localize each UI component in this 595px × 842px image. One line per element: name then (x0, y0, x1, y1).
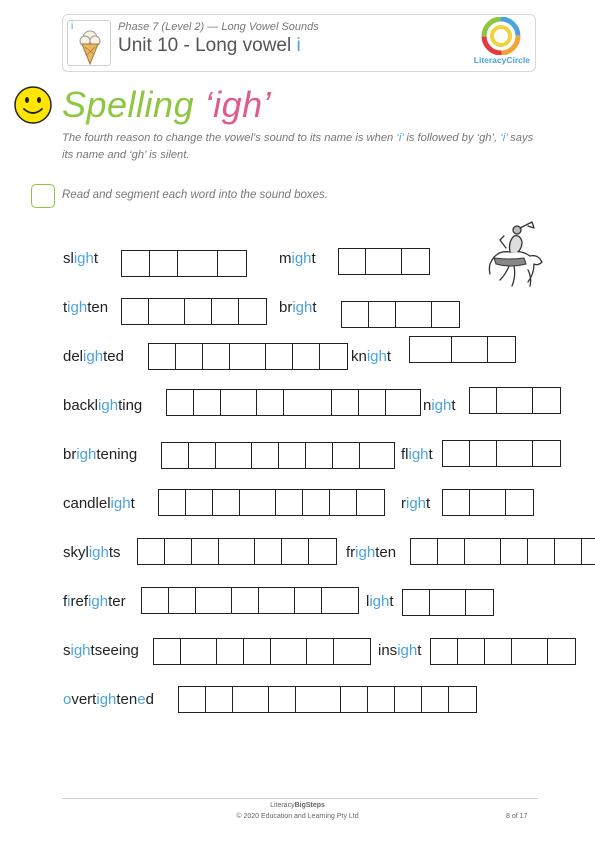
word-overtightened: overtightened (63, 691, 154, 708)
word-night: night (423, 397, 456, 414)
sound-box[interactable] (443, 441, 470, 466)
word-frighten: frighten (346, 544, 397, 561)
sound-box[interactable] (334, 639, 370, 664)
sound-box[interactable] (122, 299, 149, 324)
sound-boxes-right (442, 489, 534, 516)
sound-boxes-might (338, 248, 430, 275)
sound-box[interactable] (122, 251, 150, 276)
sound-box[interactable] (219, 539, 255, 564)
logo-text: LiteracyCircle (473, 55, 530, 65)
word-might: might (279, 250, 316, 267)
sound-box[interactable] (512, 639, 548, 664)
sound-box[interactable] (192, 539, 219, 564)
sound-box[interactable] (142, 588, 169, 613)
sound-box[interactable] (403, 590, 430, 615)
sound-box[interactable] (307, 639, 334, 664)
smiley-icon (13, 85, 53, 125)
sound-box[interactable] (196, 588, 232, 613)
sound-box[interactable] (322, 588, 358, 613)
sound-box[interactable] (533, 388, 560, 413)
word-candlelight: candlelight (63, 495, 135, 512)
sound-box[interactable] (357, 490, 384, 515)
unit-title: Unit 10 - Long vowel i (118, 35, 301, 56)
sound-box[interactable] (359, 390, 386, 415)
sound-box[interactable] (330, 490, 357, 515)
page-number: 8 of 17 (506, 813, 528, 820)
word-knight: knight (351, 348, 392, 365)
sound-box[interactable] (422, 687, 449, 712)
word-right: right (401, 495, 431, 512)
sound-box[interactable] (369, 302, 396, 327)
sound-box[interactable] (533, 441, 560, 466)
sound-boxes-knight (409, 336, 516, 363)
sound-box[interactable] (255, 539, 282, 564)
sound-box[interactable] (497, 441, 533, 466)
sound-box[interactable] (179, 687, 206, 712)
sound-boxes-delighted (148, 343, 348, 370)
sound-box[interactable] (465, 539, 501, 564)
task-checkbox[interactable] (31, 184, 55, 208)
sound-box[interactable] (443, 490, 470, 515)
page-header (62, 14, 536, 72)
sound-box[interactable] (396, 302, 432, 327)
sound-box[interactable] (221, 390, 257, 415)
literacy-circle-logo-icon (481, 17, 521, 55)
sound-box[interactable] (240, 490, 276, 515)
sound-box[interactable] (320, 344, 347, 369)
sound-boxes-overtightened (178, 686, 477, 713)
sound-box[interactable] (232, 588, 259, 613)
sound-box[interactable] (230, 344, 266, 369)
sound-box[interactable] (293, 344, 320, 369)
sound-box[interactable] (303, 490, 330, 515)
sound-box[interactable] (470, 388, 497, 413)
sound-box[interactable] (269, 687, 296, 712)
intro-text: The fourth reason to change the vowel’s sound to its name is when ‘i’ is followed by ‘gh’, ‘i’ says its name and ‘gh’ is silent. (62, 132, 534, 161)
sound-box[interactable] (252, 443, 279, 468)
sound-box[interactable] (402, 249, 429, 274)
sound-box[interactable] (282, 539, 309, 564)
sound-box[interactable] (279, 443, 306, 468)
sound-boxes-brightening (161, 442, 395, 469)
sound-box[interactable] (259, 588, 295, 613)
sound-box[interactable] (306, 443, 333, 468)
word-brightening: brightening (63, 446, 138, 463)
word-firefighter: firefighter (63, 593, 126, 610)
sound-box[interactable] (218, 251, 246, 276)
sound-box[interactable] (411, 539, 438, 564)
sound-box[interactable] (169, 588, 196, 613)
sound-box[interactable] (138, 539, 165, 564)
sound-boxes-slight (121, 250, 247, 277)
phase-label: Phase 7 (Level 2) — Long Vowel Sounds (118, 21, 319, 33)
footer-divider (62, 798, 538, 799)
sound-box[interactable] (452, 337, 488, 362)
sound-box[interactable] (244, 639, 271, 664)
sound-box[interactable] (501, 539, 528, 564)
word-slight: slight (63, 250, 99, 267)
sound-box[interactable] (309, 539, 336, 564)
sound-box[interactable] (159, 490, 186, 515)
sound-box[interactable] (470, 490, 506, 515)
instruction-text: Read and segment each word into the sound boxes. (62, 189, 328, 201)
ice-cream-icon (67, 20, 111, 66)
sound-box[interactable] (497, 388, 533, 413)
sound-boxes-candlelight (158, 489, 385, 516)
sound-box[interactable] (213, 490, 240, 515)
sound-boxes-backlighting (166, 389, 421, 416)
sound-boxes-bright (341, 301, 460, 328)
sound-boxes-night (469, 387, 561, 414)
sound-box[interactable] (360, 443, 394, 468)
sound-box[interactable] (186, 490, 213, 515)
sound-box[interactable] (203, 344, 230, 369)
sound-box[interactable] (154, 639, 181, 664)
sound-box[interactable] (295, 588, 322, 613)
sound-box[interactable] (178, 251, 218, 276)
sound-box[interactable] (470, 441, 497, 466)
sound-box[interactable] (548, 639, 575, 664)
sound-box[interactable] (212, 299, 239, 324)
sound-box[interactable] (284, 390, 332, 415)
sound-box[interactable] (582, 539, 595, 564)
sound-box[interactable] (431, 639, 458, 664)
sound-box[interactable] (368, 687, 395, 712)
sound-box[interactable] (276, 490, 303, 515)
sound-box[interactable] (410, 337, 452, 362)
word-delighted: delighted (63, 348, 124, 365)
sound-boxes-sightseeing (153, 638, 371, 665)
sound-box[interactable] (206, 687, 233, 712)
word-backlighting: backlighting (63, 397, 143, 414)
word-insight: insight (378, 642, 422, 659)
sound-boxes-insight (430, 638, 576, 665)
sound-box[interactable] (217, 639, 244, 664)
sound-box[interactable] (257, 390, 284, 415)
sound-box[interactable] (341, 687, 368, 712)
word-tighten: tighten (63, 299, 109, 316)
sound-box[interactable] (386, 390, 420, 415)
sound-box[interactable] (466, 590, 493, 615)
footer-brand: LiteracyBigSteps (270, 802, 325, 809)
sound-boxes-tighten (121, 298, 267, 325)
sound-box[interactable] (271, 639, 307, 664)
sound-box[interactable] (216, 443, 252, 468)
sound-box[interactable] (458, 639, 485, 664)
sound-box[interactable] (485, 639, 512, 664)
sound-boxes-frighten (410, 538, 595, 565)
page-title: Spelling ‘igh’ (62, 84, 272, 125)
sound-box[interactable] (181, 639, 217, 664)
word-skylights: skylights (63, 544, 121, 561)
sound-box[interactable] (296, 687, 341, 712)
sound-boxes-firefighter (141, 587, 359, 614)
sound-boxes-skylights (137, 538, 337, 565)
sound-box[interactable] (555, 539, 582, 564)
knight-on-horse-icon (480, 220, 552, 292)
sound-box[interactable] (332, 390, 359, 415)
sound-box[interactable] (339, 249, 366, 274)
sound-box[interactable] (149, 344, 176, 369)
sound-box[interactable] (333, 443, 360, 468)
word-flight: flight (401, 446, 433, 463)
sound-box[interactable] (342, 302, 369, 327)
sound-box[interactable] (239, 299, 266, 324)
sound-box[interactable] (430, 590, 466, 615)
sound-box[interactable] (167, 390, 194, 415)
sound-box[interactable] (194, 390, 221, 415)
footer-copyright: © 2020 Education and Learning Pty Ltd (236, 813, 359, 820)
sound-boxes-light (402, 589, 494, 616)
sound-box[interactable] (366, 249, 402, 274)
sound-boxes-flight (442, 440, 561, 467)
sound-box[interactable] (438, 539, 465, 564)
sound-box[interactable] (165, 539, 192, 564)
sound-box[interactable] (449, 687, 476, 712)
sound-box[interactable] (185, 299, 212, 324)
word-bright: bright (279, 299, 317, 316)
sound-box[interactable] (488, 337, 515, 362)
sound-box[interactable] (528, 539, 555, 564)
sound-box[interactable] (176, 344, 203, 369)
icon-letter: i (71, 21, 74, 32)
sound-box[interactable] (149, 299, 185, 324)
sound-box[interactable] (395, 687, 422, 712)
word-light: light (366, 593, 394, 610)
sound-box[interactable] (266, 344, 293, 369)
sound-box[interactable] (150, 251, 178, 276)
sound-box[interactable] (506, 490, 533, 515)
sound-box[interactable] (432, 302, 459, 327)
sound-box[interactable] (189, 443, 216, 468)
sound-box[interactable] (162, 443, 189, 468)
sound-box[interactable] (233, 687, 269, 712)
word-sightseeing: sightseeing (63, 642, 139, 659)
